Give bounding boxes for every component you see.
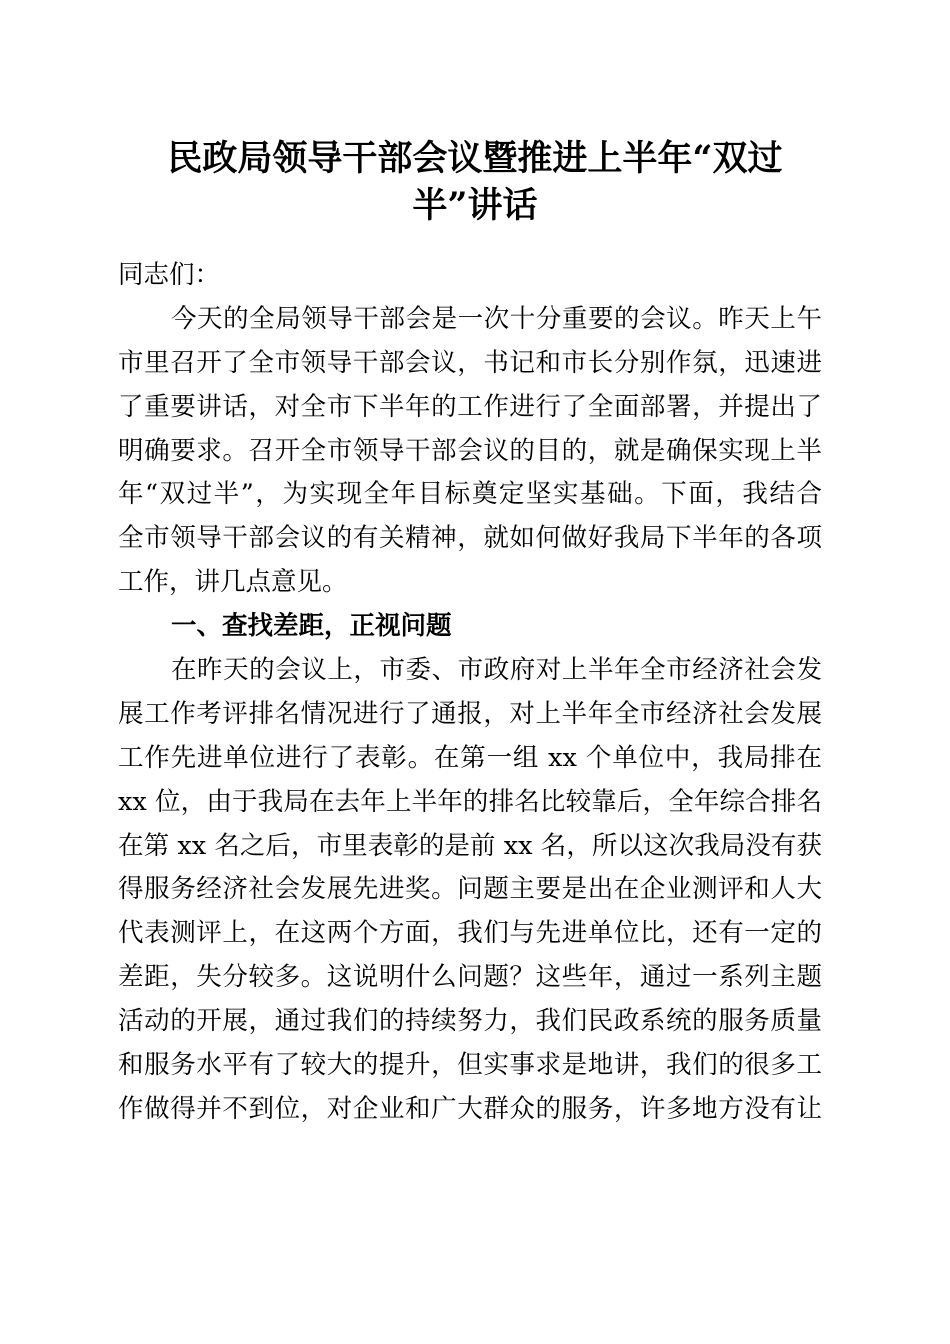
text-line: 年“双过半”，为实现全年目标奠定坚实基础。下面，我结合	[118, 479, 822, 510]
text-line: 代表测评上，在这两个方面，我们与先进单位比，还有一定的	[118, 918, 822, 949]
text-line: 在昨天的会议上，市委、市政府对上半年全市经济社会发	[171, 655, 822, 686]
text-line: 全市领导干部会议的有关精神，就如何做好我局下半年的各项	[118, 523, 822, 554]
text-line: 展工作考评排名情况进行了通报，对上半年全市经济社会发展	[118, 698, 822, 729]
title-line: 民政局领导干部会议暨推进上半年“双过	[167, 138, 783, 179]
text-line: 差距，失分较多。这说明什么问题？这些年，通过一系列主题	[118, 962, 822, 993]
text-line: 市里召开了全市领导干部会议，书记和市长分别作氛，迅速进	[118, 347, 822, 378]
text-line: 工作，讲几点意见。	[118, 567, 348, 598]
salutation: 同志们：	[118, 260, 221, 290]
text-line: 作做得并不到位，对企业和广大群众的服务，许多地方没有让	[118, 1093, 822, 1124]
text-line: 活动的开展，通过我们的持续努力，我们民政系统的服务质量	[118, 1006, 822, 1037]
text-line: 工作先进单位进行了表彰。在第一组 xx 个单位中，我局排在	[118, 742, 822, 773]
text-line: 明确要求。召开全市领导干部会议的目的，就是确保实现上半	[118, 435, 822, 466]
document-title	[0, 135, 950, 229]
section-heading: 一、查找差距，正视问题	[171, 611, 452, 642]
paragraph-1	[118, 298, 822, 605]
text-line: 得服务经济社会发展先进奖。问题主要是出在企业测评和人大	[118, 874, 822, 905]
text-line: 了重要讲话，对全市下半年的工作进行了全面部署，并提出了	[118, 391, 822, 422]
text-line: 今天的全局领导干部会是一次十分重要的会议。昨天上午	[171, 303, 822, 334]
text-line: 在第 xx 名之后，市里表彰的是前 xx 名，所以这次我局没有获	[118, 830, 822, 861]
title-line: 半”讲话	[412, 185, 538, 226]
text-line: 和服务水平有了较大的提升，但实事求是地讲，我们的很多工	[118, 1050, 822, 1081]
paragraph-2	[118, 649, 822, 1132]
text-line: xx 位，由于我局在去年上半年的排名比较靠后，全年综合排名	[118, 786, 822, 817]
document-body	[118, 254, 822, 1132]
